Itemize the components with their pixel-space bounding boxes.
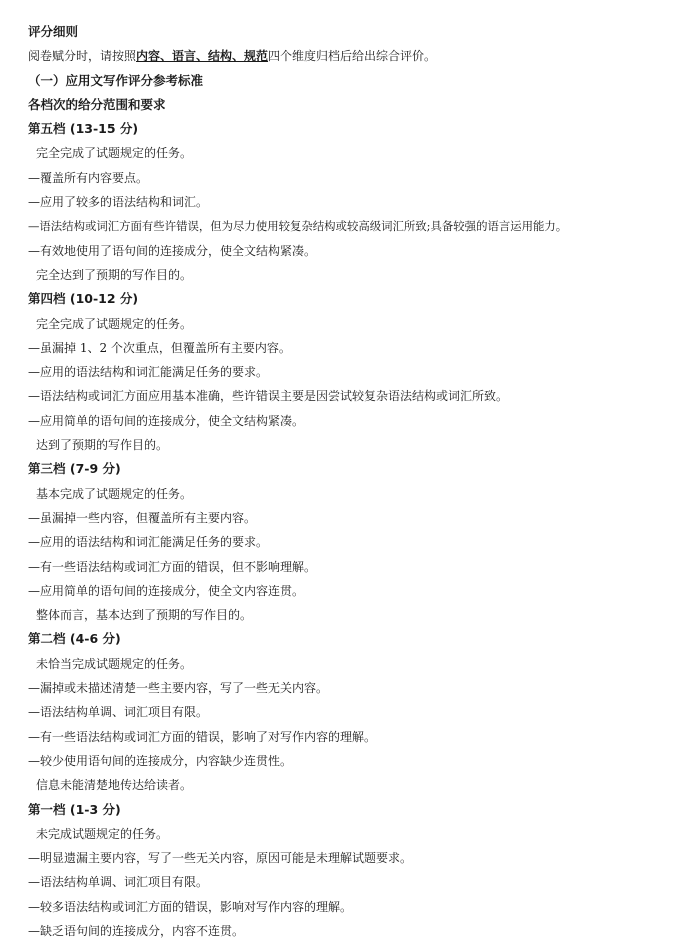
- level-item: —较多语法结构或词汇方面的错误，影响对写作内容的理解。: [28, 895, 676, 919]
- intro-keywords: 内容、语言、结构、规范: [136, 49, 268, 63]
- level-summary: 完全完成了试题规定的任务。: [28, 312, 676, 336]
- level-summary: 完全完成了试题规定的任务。: [28, 141, 676, 165]
- level-item: —应用了较多的语法结构和词汇。: [28, 190, 676, 214]
- level-block: [28, 457, 676, 627]
- level-item: —语法结构单调、词汇项目有限。: [28, 870, 676, 894]
- level-block: [28, 627, 676, 797]
- level-item: —语法结构或词汇方面应用基本准确，些许错误主要是因尝试较复杂语法结构或词汇所致。: [28, 384, 676, 408]
- intro-paragraph: [28, 44, 676, 68]
- level-summary: 基本完成了试题规定的任务。: [28, 482, 676, 506]
- level-item: —有一些语法结构或词汇方面的错误，影响了对写作内容的理解。: [28, 725, 676, 749]
- level-item: —有效地使用了语句间的连接成分，使全文结构紧凑。: [28, 239, 676, 263]
- level-item: —明显遗漏主要内容，写了一些无关内容，原因可能是未理解试题要求。: [28, 846, 676, 870]
- level-title: 第二档 (4-6 分): [28, 627, 676, 651]
- level-item: —缺乏语句间的连接成分，内容不连贯。: [28, 919, 676, 943]
- level-item: —语法结构或词汇方面有些许错误，但为尽力使用较复杂结构或较高级词汇所致;具备较强的语言运用能力。: [28, 214, 676, 238]
- level-summary: 未完成试题规定的任务。: [28, 822, 676, 846]
- level-summary: 未恰当完成试题规定的任务。: [28, 652, 676, 676]
- level-item: —应用的语法结构和词汇能满足任务的要求。: [28, 530, 676, 554]
- level-block: [28, 117, 676, 287]
- level-item: —应用的语法结构和词汇能满足任务的要求。: [28, 360, 676, 384]
- level-item: —虽漏掉 1、2 个次重点，但覆盖所有主要内容。: [28, 336, 676, 360]
- scoring-document: [28, 20, 676, 943]
- subsection-title: 各档次的给分范围和要求: [28, 93, 676, 117]
- level-item: —较少使用语句间的连接成分，内容缺少连贯性。: [28, 749, 676, 773]
- level-item: —虽漏掉一些内容，但覆盖所有主要内容。: [28, 506, 676, 530]
- level-conclusion: 整体而言，基本达到了预期的写作目的。: [28, 603, 676, 627]
- level-block: [28, 798, 676, 943]
- level-conclusion: 完全达到了预期的写作目的。: [28, 263, 676, 287]
- intro-text-before: 阅卷赋分时，请按照: [28, 49, 136, 63]
- level-title: 第三档 (7-9 分): [28, 457, 676, 481]
- level-title: 第五档 (13-15 分): [28, 117, 676, 141]
- level-conclusion: 达到了预期的写作目的。: [28, 433, 676, 457]
- section-title: （一）应用文写作评分参考标准: [28, 69, 676, 93]
- intro-text-after: 四个维度归档后给出综合评价。: [268, 49, 436, 63]
- level-item: —应用简单的语句间的连接成分，使全文内容连贯。: [28, 579, 676, 603]
- level-item: —语法结构单调、词汇项目有限。: [28, 700, 676, 724]
- level-item: —应用简单的语句间的连接成分，使全文结构紧凑。: [28, 409, 676, 433]
- level-item: —有一些语法结构或词汇方面的错误，但不影响理解。: [28, 555, 676, 579]
- level-block: [28, 287, 676, 457]
- document-heading: 评分细则: [28, 20, 676, 44]
- level-item: —覆盖所有内容要点。: [28, 166, 676, 190]
- level-title: 第一档 (1-3 分): [28, 798, 676, 822]
- level-title: 第四档 (10-12 分): [28, 287, 676, 311]
- level-conclusion: 信息未能清楚地传达给读者。: [28, 773, 676, 797]
- level-item: —漏掉或未描述清楚一些主要内容，写了一些无关内容。: [28, 676, 676, 700]
